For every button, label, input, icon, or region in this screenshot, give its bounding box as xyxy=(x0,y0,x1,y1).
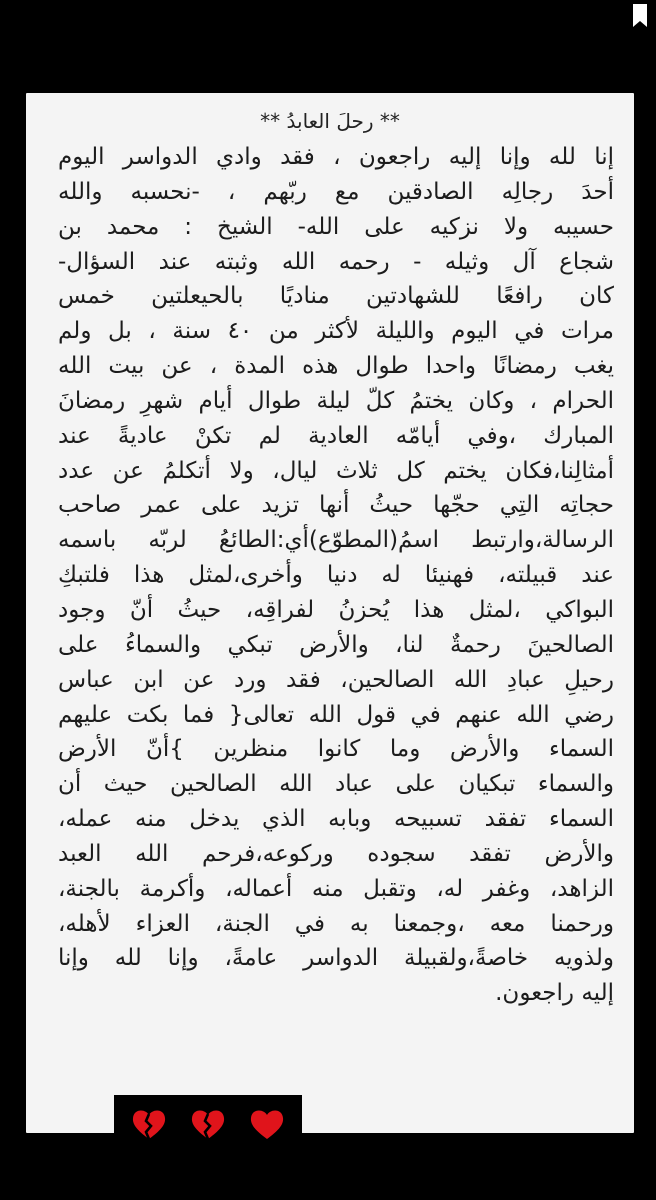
note-line: مرات في اليوم والليلة لأكثر من ٤٠ سنة ، بل ولم xyxy=(58,318,614,345)
bookmark-icon xyxy=(632,4,648,28)
note-line: شجاع آل وثيله - رحمه الله وثبته عند السؤال- xyxy=(58,248,614,275)
note-line: الحرام ، وكان يختمُ كلّ ليلة طوال أيام شهرِ رمضانَ xyxy=(58,387,614,414)
note-line: حجاتِه التِي حجّها حيثُ أنها تزيد على عمر صاحب xyxy=(58,492,614,519)
note-line: ولذويه خاصةً،ولقبيلة الدواسر عامةً، وإنا لله وإنا xyxy=(58,945,614,972)
note-line: الصالحينَ رحمةٌ لنا، والأرض تبكي والسماءُ على xyxy=(58,631,614,658)
note-line: ورحمنا معه ،وجمعنا به في الجنة، العزاء لأهله، xyxy=(58,910,614,937)
note-title: ** رحلَ العابدُ ** xyxy=(260,109,400,133)
note-line: حسيبه ولا نزكيه على الله- الشيخ : محمد بن xyxy=(58,213,614,240)
note-line: المبارك ،وفي أيامّه العادية لم تكنْ عاديةً عند xyxy=(58,422,614,449)
note-line: الزاهد، وغفر له، وتقبل منه أعماله، وأكرمة بالجنة، xyxy=(58,875,614,902)
note-line: السماء والأرض وما كانوا منظرين }أنّ الأرض xyxy=(58,736,614,763)
note-line: والأرض تفقد سجوده وركوعه،فرحم الله العبد xyxy=(58,840,614,867)
note-line: أحدَ رجالِه الصادقين مع ربّهم ، -نحسبه والله xyxy=(58,178,614,205)
note-line: أمثالِنا،فكان يختم كل ثلاث ليال، ولا أتكلمُ عن عدد xyxy=(58,457,614,484)
note-line: رحيلِ عبادِ الله الصالحين، فقد ورد عن ابن عباس xyxy=(58,666,614,693)
note-line: رضي الله عنهم في قول الله تعالى{ فما بكت عليهم xyxy=(58,701,614,728)
note-line: كان رافعًا للشهادتين مناديًا بالحيعلتين خمس xyxy=(58,283,614,310)
note-line: البواكي ،لمثل هذا يُحزنُ لفراقِه، حيثُ أنّ وجود xyxy=(58,596,614,623)
emoji-bar xyxy=(114,1095,302,1153)
note-body xyxy=(58,140,614,1011)
red-heart-icon xyxy=(249,1107,285,1141)
broken-heart-icon xyxy=(131,1107,167,1141)
note-line: عند قبيلته، فهنيئا له دنيا وأخرى،لمثل هذا فلتبكِ xyxy=(58,562,614,589)
note-line: السماء تفقد تسبيحه وبابه الذي يدخل منه عمله، xyxy=(58,806,614,833)
note-line: إليه راجعون. xyxy=(495,980,614,1007)
note-line: الرسالة،وارتبط اسمُ(المطوّع)أي:الطائعُ لربّه باسمه xyxy=(58,527,614,554)
note-line: والسماء تبكيان على عباد الله الصالحين حيث أن xyxy=(58,771,614,798)
note-line: يغب رمضانًا واحدا طوال هذه المدة ، عن بيت الله xyxy=(58,353,614,380)
broken-heart-icon xyxy=(190,1107,226,1141)
note-line: إنا لله وإنا إليه راجعون ، فقد وادي الدواسر اليوم xyxy=(58,144,614,170)
